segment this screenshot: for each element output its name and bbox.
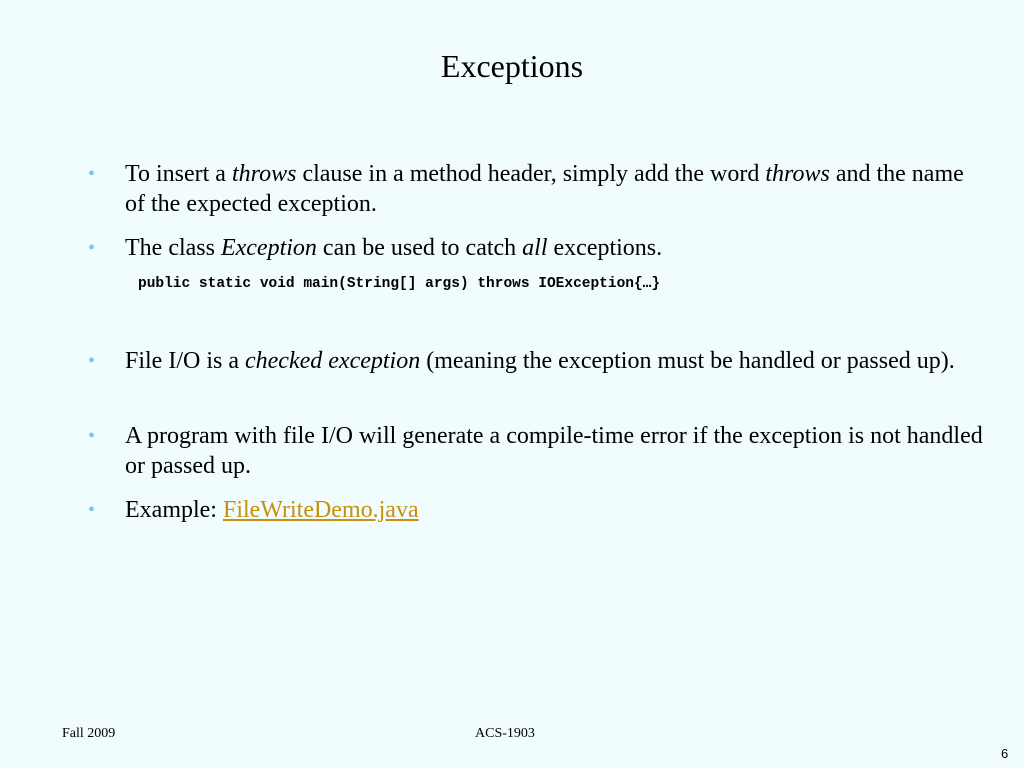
text-run: (meaning the exception must be handled or passed up).: [420, 348, 955, 374]
text-run: clause in a method header, simply add the word: [296, 161, 766, 187]
italic-text-run: throws: [231, 161, 297, 187]
bullet-text: [125, 346, 985, 376]
code-snippet: public static void main(String[] args) throws IOException{…}: [138, 276, 661, 292]
text-run: The class: [125, 235, 221, 261]
text-run: To insert a: [125, 161, 232, 187]
bullet-text: [125, 233, 985, 263]
bullet-icon: •: [88, 425, 96, 447]
footer-date: Fall 2009: [62, 726, 116, 741]
bullet-text: [125, 495, 985, 525]
bullet-icon: •: [88, 350, 96, 372]
footer-course: ACS-1903: [475, 726, 535, 741]
page-number: 6: [1001, 746, 1009, 761]
bullet-icon: •: [88, 237, 96, 259]
italic-text-run: checked exception: [245, 348, 421, 374]
file-link[interactable]: FileWriteDemo.java: [222, 497, 419, 523]
italic-text-run: Exception: [220, 235, 317, 261]
bullet-icon: •: [88, 163, 96, 185]
italic-text-run: throws: [765, 161, 830, 187]
text-run: A program with file I/O will generate a compile-time error if the exception is not handled or passed up.: [125, 423, 983, 479]
bullet-text: [125, 421, 985, 481]
italic-text-run: all: [522, 235, 548, 261]
text-run: exceptions.: [547, 235, 663, 261]
slide-title: Exceptions: [440, 48, 584, 84]
text-run: and the name of the expected exception.: [125, 161, 964, 217]
bullet-text: [125, 159, 985, 219]
example-label: Example:: [125, 497, 223, 523]
text-run: can be used to catch: [316, 235, 523, 261]
bullet-icon: •: [88, 499, 96, 521]
text-run: File I/O is a: [125, 348, 245, 374]
